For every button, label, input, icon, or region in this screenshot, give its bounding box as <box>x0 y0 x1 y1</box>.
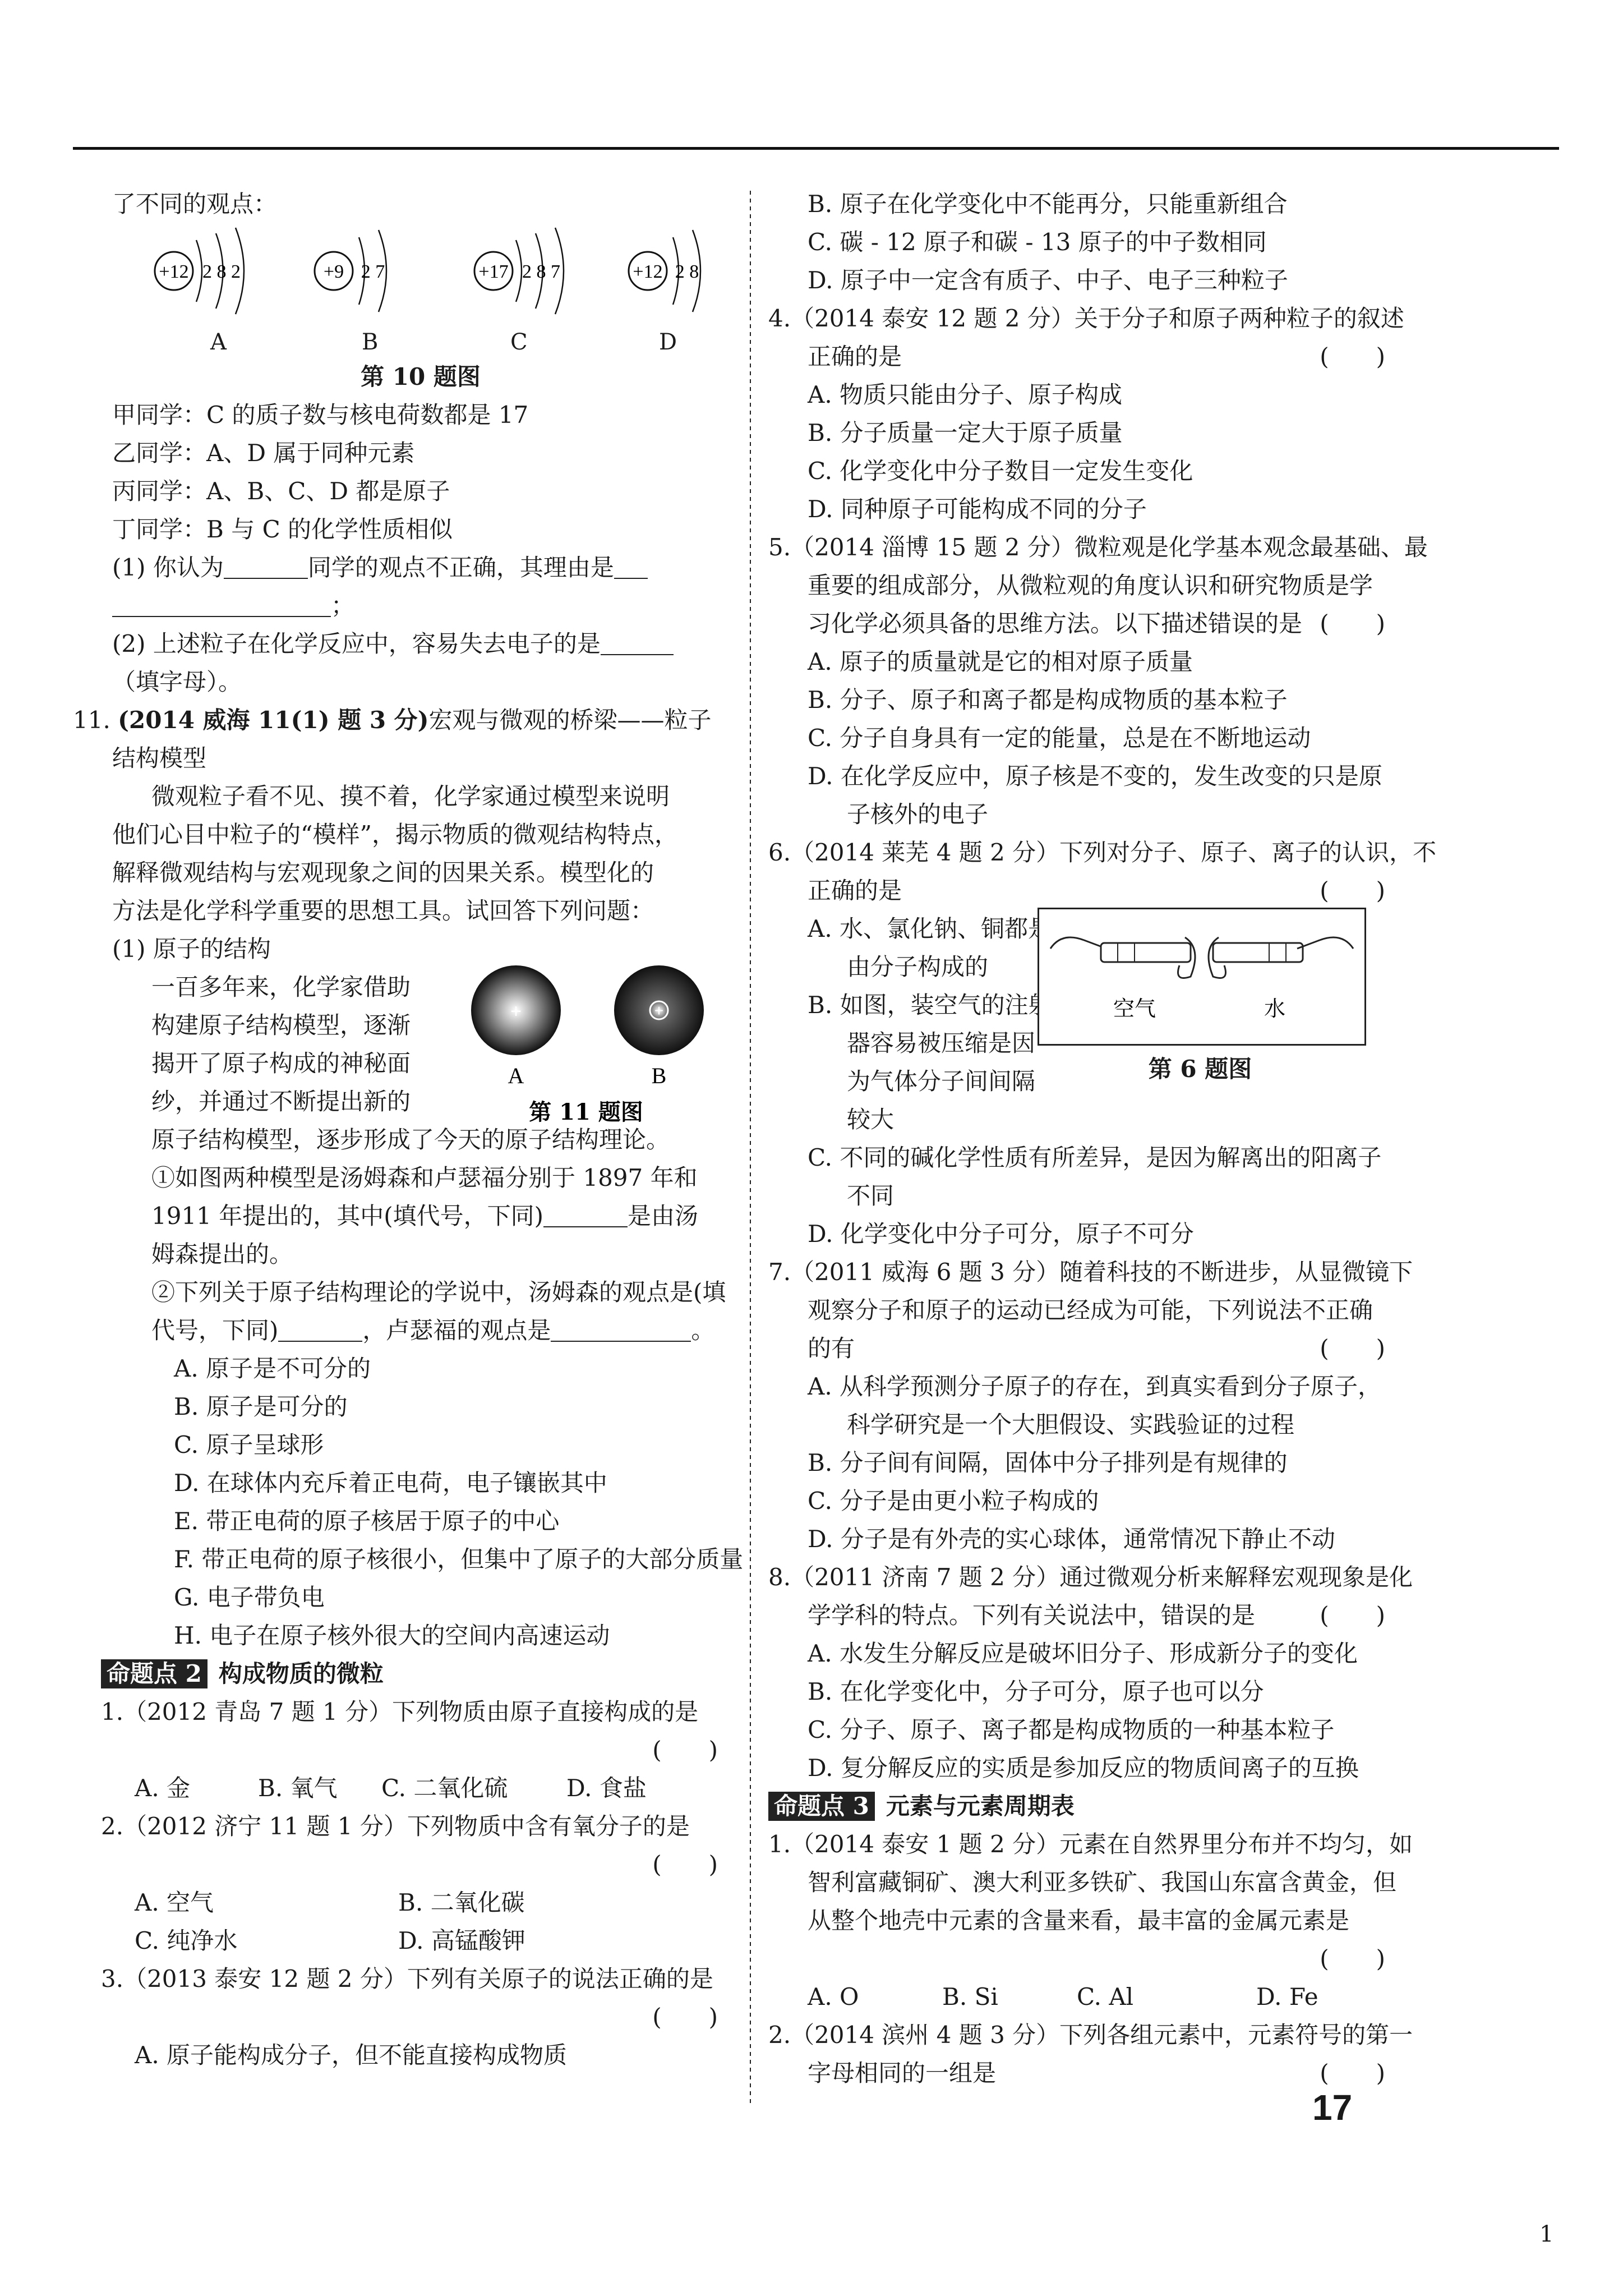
option-item: A. 原子的质量就是它的相对原子质量 <box>808 648 1193 675</box>
option-item: A. 水发生分解反应是破坏旧分子、形成新分子的变化 <box>808 1640 1358 1667</box>
atom-label-D: D <box>659 329 677 355</box>
option-item: B. 分子、原子和离子都是构成物质的基本粒子 <box>808 686 1288 714</box>
q11-wrap-line: 揭开了原子构成的神秘面 <box>151 1050 411 1077</box>
option-item-cont: 子核外的电子 <box>847 800 989 828</box>
answer-blank[interactable] <box>614 555 648 579</box>
section-tag: 命题点 3 <box>768 1792 875 1821</box>
q5: 5.（2014 淄博 15 题 2 分）微粒观是化学基本观念最基础、最 <box>768 533 1428 561</box>
q11-c1: ①如图两种模型是汤姆森和卢瑟福分别于 1897 年和 <box>151 1164 698 1191</box>
answer-paren[interactable]: ( ) <box>1320 1945 1385 1972</box>
header-rule <box>73 147 1559 150</box>
q11-line: 原子结构模型，逐步形成了今天的原子结构理论。 <box>151 1126 670 1153</box>
s3-q2: 2.（2014 滨州 4 题 3 分）下列各组元素中，元素符号的第一 <box>768 2021 1413 2049</box>
option-item: D. 食盐 <box>566 1774 647 1802</box>
fig11-atom-models <box>471 963 723 1125</box>
s3-q1-cont: 从整个地壳中元素的含量来看，最丰富的金属元素是 <box>808 1907 1350 1934</box>
option-item-cont: 由分子构成的 <box>847 953 989 981</box>
q10-statement: 甲同学：C 的质子数与核电荷数都是 17 <box>112 401 529 429</box>
option-item: A. 水、氯化钠、铜都是 <box>808 915 1052 942</box>
q11-paragraph: 他们心目中粒子的“模样”，揭示物质的微观结构特点， <box>112 821 678 848</box>
answer-blank[interactable] <box>278 1318 362 1342</box>
intro-line: 了不同的观点： <box>112 190 278 218</box>
q10-statement: 乙同学：A、D 属于同种元素 <box>112 439 415 467</box>
answer-paren[interactable]: ( ) <box>652 1851 718 1878</box>
option-item: B. Si <box>942 1983 998 2010</box>
answer-paren[interactable]: ( ) <box>1320 2059 1385 2087</box>
option-item: A. 金 <box>135 1774 191 1802</box>
fig11-label-A: A <box>508 1063 524 1088</box>
q11-c2: ②下列关于原子结构理论的学说中，汤姆森的观点是(填 <box>151 1278 726 1306</box>
answer-paren[interactable]: ( ) <box>1320 343 1385 370</box>
column-divider <box>750 191 751 2104</box>
option-item: A. 物质只能由分子、原子构成 <box>808 381 1123 408</box>
svg-text:2 7: 2 7 <box>361 261 385 282</box>
fig6-label-water: 水 <box>1264 996 1286 1021</box>
option-item: D. Fe <box>1256 1983 1318 2010</box>
q11-paragraph: 方法是化学科学重要的思想工具。试回答下列问题： <box>112 897 654 924</box>
option-item: D. 原子中一定含有质子、中子、电子三种粒子 <box>808 266 1288 294</box>
s2-q2: 2.（2012 济宁 11 题 1 分）下列物质中含有氧分子的是 <box>101 1812 690 1840</box>
s2-q2-options <box>112 1884 729 1922</box>
option-item: C. 原子呈球形 <box>174 1431 324 1458</box>
corner-mark: 1 <box>1539 2221 1554 2247</box>
left-column <box>73 185 744 2074</box>
option-item: A. 原子能构成分子，但不能直接构成物质 <box>135 2041 568 2069</box>
svg-text:+12: +12 <box>633 261 663 282</box>
option-item: E. 带正电荷的原子核居于原子的中心 <box>174 1507 560 1535</box>
svg-text:+9: +9 <box>323 261 344 282</box>
q7: 7.（2011 威海 6 题 3 分）随着科技的不断进步，从显微镜下 <box>768 1258 1413 1286</box>
option-item: B. 如图，装空气的注射 <box>808 991 1052 1019</box>
q11-wrap-block <box>112 968 729 1125</box>
answer-paren[interactable]: ( ) <box>652 1736 718 1764</box>
option-item-cont: 为气体分子间间隔 <box>847 1068 1036 1095</box>
option-item: D. 分子是有外壳的实心球体，通常情况下静止不动 <box>808 1525 1335 1553</box>
s2-q1-options <box>112 1769 729 1807</box>
answer-blank[interactable] <box>112 593 331 617</box>
option-item: B. 原子是可分的 <box>174 1393 348 1420</box>
option-item: B. 分子间有间隔，固体中分子排列是有规律的 <box>808 1449 1288 1476</box>
option-item: A. 原子是不可分的 <box>174 1355 371 1382</box>
atom-diagrams <box>112 223 729 358</box>
q5-cont: 重要的组成部分，从微粒观的角度认识和研究物质是学 <box>808 572 1373 599</box>
option-item: D. 高锰酸钾 <box>398 1927 525 1954</box>
answer-paren[interactable]: ( ) <box>1320 1335 1385 1362</box>
option-item-cont: 科学研究是一个大胆假设、实践验证的过程 <box>847 1411 1295 1438</box>
option-item: H. 电子在原子核外很大的空间内高速运动 <box>174 1622 610 1649</box>
atom-label-C: C <box>510 329 528 355</box>
q10-part1-cont: ； <box>112 587 729 625</box>
q11-sub1: (1) 原子的结构 <box>112 935 271 963</box>
svg-text:2 8 7: 2 8 7 <box>522 261 560 282</box>
q6-cont: 正确的是 ( ) <box>768 872 1408 910</box>
q11-paragraph: 解释微观结构与宏观现象之间的因果关系。模型化的 <box>112 859 654 886</box>
option-item: A. 从科学预测分子原子的存在，到真实看到分子原子， <box>808 1373 1382 1400</box>
q7-cont: 的有 ( ) <box>768 1329 1408 1368</box>
option-item: D. 复分解反应的实质是参加反应的物质间离子的互换 <box>808 1754 1359 1782</box>
svg-text:+: + <box>510 1001 522 1022</box>
s3-q1-options <box>768 1978 1408 2016</box>
option-item: B. 分子质量一定大于原子质量 <box>808 419 1123 447</box>
svg-text:+17: +17 <box>478 261 509 282</box>
option-item: G. 电子带负电 <box>174 1584 325 1611</box>
svg-text:+: + <box>654 1002 664 1019</box>
q4-cont: 正确的是 ( ) <box>768 338 1408 376</box>
fig6-caption: 第 6 题图 <box>1148 1055 1252 1083</box>
q10-part2-cont: （填字母）。 <box>112 668 242 696</box>
s2-q1: 1.（2012 青岛 7 题 1 分）下列物质由原子直接构成的是 <box>101 1698 699 1726</box>
option-item: A. 空气 <box>135 1889 214 1916</box>
option-item: C. 化学变化中分子数目一定发生变化 <box>808 457 1193 485</box>
q4: 4.（2014 泰安 12 题 2 分）关于分子和原子两种粒子的叙述 <box>768 305 1404 332</box>
svg-text:+12: +12 <box>159 261 189 282</box>
q10-statement: 丙同学：A、B、C、D 都是原子 <box>112 477 450 505</box>
answer-paren[interactable]: ( ) <box>1320 610 1385 637</box>
s3-q1: 1.（2014 泰安 1 题 2 分）元素在自然界里分布并不均匀，如 <box>768 1830 1413 1858</box>
fig10-caption: 第 10 题图 <box>361 363 481 390</box>
option-item: D. 同种原子可能构成不同的分子 <box>808 495 1147 523</box>
s2-q3: 3.（2013 泰安 12 题 2 分）下列有关原子的说法正确的是 <box>101 1965 713 1993</box>
atom-diagram-B <box>311 223 407 319</box>
q11-heading-cont: 结构模型 <box>112 744 207 772</box>
section-heading-2: 命题点 2 构成物质的微粒 <box>101 1655 729 1693</box>
fig11-caption: 第 11 题图 <box>529 1099 643 1125</box>
option-item: D. 化学变化中分子可分，原子不可分 <box>808 1220 1194 1248</box>
answer-blank[interactable] <box>601 632 674 655</box>
answer-paren[interactable]: ( ) <box>1320 877 1385 904</box>
fig6-syringe-diagram <box>1038 908 1366 1046</box>
option-item: C. 纯净水 <box>135 1927 238 1954</box>
atom-label-A: A <box>210 329 227 355</box>
option-item: C. 二氧化硫 <box>381 1774 508 1802</box>
option-item: B. 原子在化学变化中不能再分，只能重新组合 <box>808 190 1288 218</box>
q8-cont: 学学科的特点。下列有关说法中，错误的是 ( ) <box>768 1596 1408 1635</box>
q7-cont: 观察分子和原子的运动已经成为可能，下列说法不正确 <box>808 1296 1373 1324</box>
option-item: B. 二氧化碳 <box>398 1889 525 1916</box>
q11-c1: 1911 年提出的，其中(填代号，下同) 是由汤 <box>151 1202 699 1230</box>
section-tag: 命题点 2 <box>101 1659 208 1688</box>
q11-c1: 姆森提出的。 <box>151 1240 293 1268</box>
answer-blank[interactable] <box>543 1204 628 1227</box>
atom-diagram-D <box>625 223 721 319</box>
option-item: C. 分子自身具有一定的能量，总是在不断地运动 <box>808 724 1311 752</box>
option-item: C. 分子、原子、离子都是构成物质的一种基本粒子 <box>808 1716 1335 1743</box>
q11-wrap-line: 纱，并通过不断提出新的 <box>151 1088 411 1115</box>
option-item: A. O <box>808 1983 859 2010</box>
q8: 8.（2011 济南 7 题 2 分）通过微观分析来解释宏观现象是化 <box>768 1563 1413 1591</box>
q11-paragraph: 微观粒子看不见、摸不着，化学家通过模型来说明 <box>151 783 670 810</box>
option-item: D. 在球体内充斥着正电荷，电子镶嵌其中 <box>174 1469 607 1497</box>
svg-text:2 8 2: 2 8 2 <box>202 261 241 282</box>
s2-q2-options <box>112 1922 729 1960</box>
answer-blank[interactable] <box>551 1318 691 1342</box>
answer-paren[interactable]: ( ) <box>652 2003 718 2031</box>
atom-diagram-C <box>471 223 583 319</box>
s3-q1-cont: 智利富藏铜矿、澳大利亚多铁矿、我国山东富含黄金，但 <box>808 1869 1397 1896</box>
option-item: B. 在化学变化中，分子可分，原子也可以分 <box>808 1678 1264 1705</box>
option-item: F. 带正电荷的原子核很小，但集中了原子的大部分质量 <box>174 1545 744 1573</box>
svg-text:2 8: 2 8 <box>675 261 699 282</box>
option-item-cont: 器容易被压缩是因 <box>847 1029 1036 1057</box>
q6: 6.（2014 莱芜 4 题 2 分）下列对分子、原子、离子的认识，不 <box>768 839 1437 866</box>
q10-part2: (2) 上述粒子在化学反应中，容易失去电子的是 <box>112 625 729 663</box>
atom-label-B: B <box>362 329 379 355</box>
q10-part1: (1) 你认为 同学的观点不正确，其理由是 <box>112 549 729 587</box>
option-item: B. 氧气 <box>258 1774 338 1802</box>
option-item: C. 不同的碱化学性质有所差异，是因为解离出的阳离子 <box>808 1144 1382 1171</box>
q11-wrap-line: 一百多年来，化学家借助 <box>151 973 411 1001</box>
fig6-label-air: 空气 <box>1113 996 1156 1021</box>
option-item-cont: 不同 <box>847 1182 895 1209</box>
option-item: C. 碳 - 12 原子和碳 - 13 原子的中子数相同 <box>808 228 1267 256</box>
q10-statement: 丁同学：B 与 C 的化学性质相似 <box>112 516 453 543</box>
answer-blank[interactable] <box>224 555 308 579</box>
q11-c2: 代号，下同) ，卢瑟福的观点是 。 <box>151 1317 715 1344</box>
option-item: C. 分子是由更小粒子构成的 <box>808 1487 1099 1515</box>
fig11-label-B: B <box>651 1063 667 1088</box>
right-column <box>768 185 1437 2092</box>
atom-diagram-A <box>151 223 264 319</box>
q11-wrap-line: 构建原子结构模型，逐渐 <box>151 1011 411 1039</box>
s3-q2-cont: 字母相同的一组是 ( ) <box>768 2054 1408 2092</box>
q6-figure-block <box>768 910 1408 1139</box>
answer-paren[interactable]: ( ) <box>1320 1602 1385 1629</box>
option-item: C. Al <box>1077 1983 1134 2010</box>
q5-cont: 习化学必须具备的思维方法。以下描述错误的是 ( ) <box>768 605 1408 643</box>
option-item-cont: 较大 <box>847 1106 895 1133</box>
section-heading-3: 命题点 3 元素与元素周期表 <box>768 1787 1408 1825</box>
q11-heading: 11. (2014 威海 11(1) 题 3 分)宏观与微观的桥梁——粒子 <box>73 706 712 734</box>
option-item: D. 在化学反应中，原子核是不变的，发生改变的只是原 <box>808 762 1382 790</box>
page-number: 17 <box>1312 2087 1353 2128</box>
